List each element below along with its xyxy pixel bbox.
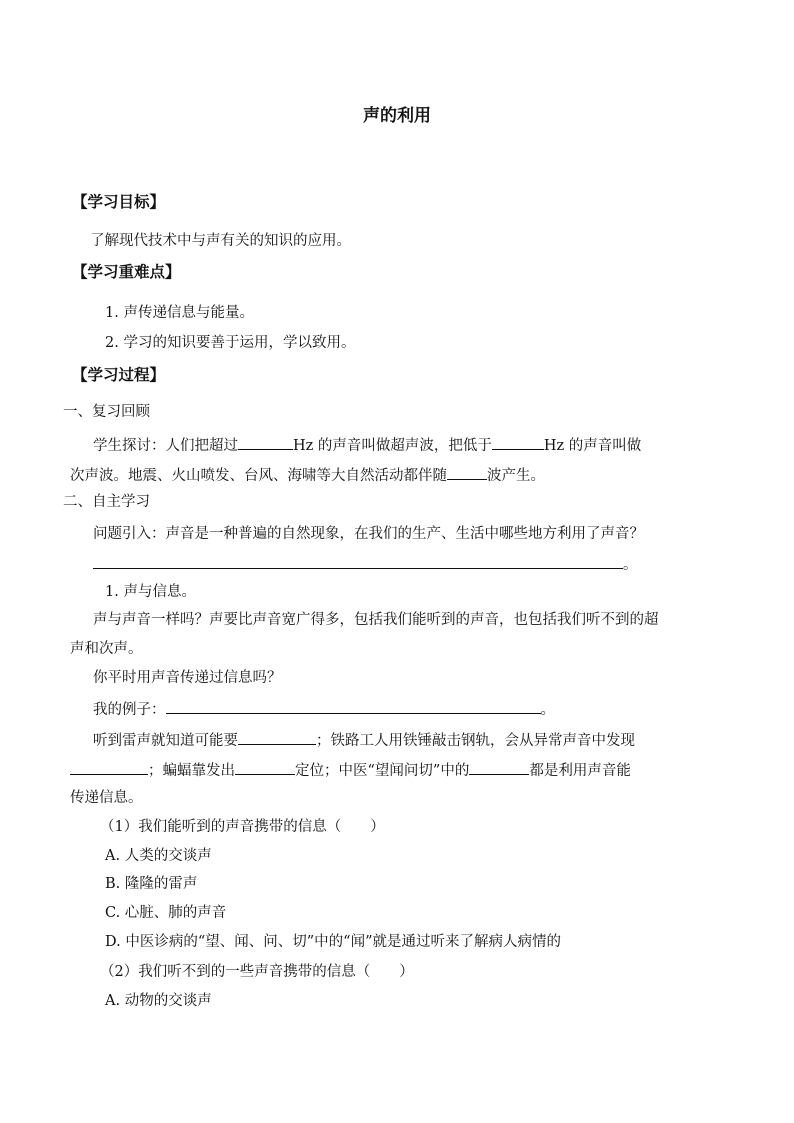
- text: 。: [623, 557, 638, 573]
- part1-heading: 一、复习回顾: [63, 404, 150, 420]
- key-point: 1. 声传递信息与能量。: [105, 305, 254, 321]
- option: C. 心脏、肺的声音: [105, 905, 227, 921]
- answer-line: [93, 554, 638, 574]
- paragraph: [93, 730, 635, 750]
- option: A. 人类的交谈声: [105, 848, 212, 864]
- fill-blank[interactable]: [238, 435, 293, 450]
- fill-blank[interactable]: [70, 760, 148, 775]
- text: Hz 的声音叫做: [543, 438, 642, 454]
- paragraph: 声与声音一样吗？声要比声音宽广得多，包括我们能听到的声音，也包括我们听不到的超: [93, 612, 659, 628]
- section-heading-key: 【学习重难点】: [72, 262, 181, 281]
- text: 。: [540, 702, 555, 718]
- fill-blank[interactable]: [235, 760, 295, 775]
- option: B. 隆隆的雷声: [105, 876, 198, 892]
- fill-blank[interactable]: [238, 730, 316, 745]
- paragraph: 声和次声。: [70, 641, 143, 657]
- example-line: [93, 699, 555, 719]
- text: 波产生。: [487, 468, 545, 484]
- part2-heading: 二、自主学习: [63, 494, 150, 510]
- paragraph: [70, 760, 631, 780]
- paragraph: 传递信息。: [70, 790, 143, 806]
- text: 定位；中医“望闻问切”中的: [295, 763, 470, 779]
- text: ；蝙蝠靠发出: [148, 763, 235, 779]
- section-heading-goal: 【学习目标】: [72, 192, 166, 211]
- goal-text: 了解现代技术中与声有关的知识的应用。: [90, 233, 351, 249]
- fill-blank[interactable]: [492, 435, 544, 450]
- text: Hz 的声音叫做超声波，把低于: [293, 438, 492, 454]
- text: ；铁路工人用铁锤敲击钢轨，会从异常声音中发现: [316, 733, 635, 749]
- question: 你平时用声音传递过信息吗？: [93, 670, 282, 686]
- fill-blank[interactable]: [93, 554, 623, 569]
- fill-blank[interactable]: [166, 699, 541, 714]
- paragraph: [70, 465, 545, 485]
- text: 都是利用声音能: [529, 763, 631, 779]
- text: 次声波。地震、火山喷发、台风、海啸等大自然活动都伴随: [70, 468, 447, 484]
- option: A. 动物的交谈声: [105, 993, 212, 1009]
- fill-blank[interactable]: [469, 760, 529, 775]
- section-heading-process: 【学习过程】: [72, 365, 166, 384]
- key-point: 2. 学习的知识要善于运用，学以致用。: [105, 335, 356, 351]
- text: 我的例子：: [93, 702, 166, 718]
- option: D. 中医诊病的“望、闻、问、切”中的“闻”就是通过听来了解病人病情的: [105, 934, 561, 950]
- question-stem: （2）我们听不到的一些声音携带的信息（ ）: [100, 964, 414, 980]
- text: 听到雷声就知道可能要: [93, 733, 238, 749]
- subheading: 1. 声与信息。: [105, 584, 196, 600]
- text: 学生探讨：人们把超过: [93, 438, 238, 454]
- page-title: 声的利用: [363, 106, 431, 126]
- intro-question: 问题引入：声音是一种普遍的自然现象，在我们的生产、生活中哪些地方利用了声音？: [93, 526, 644, 542]
- paragraph: [93, 435, 641, 455]
- question-stem: （1）我们能听到的声音携带的信息（ ）: [100, 819, 385, 835]
- fill-blank[interactable]: [447, 465, 487, 480]
